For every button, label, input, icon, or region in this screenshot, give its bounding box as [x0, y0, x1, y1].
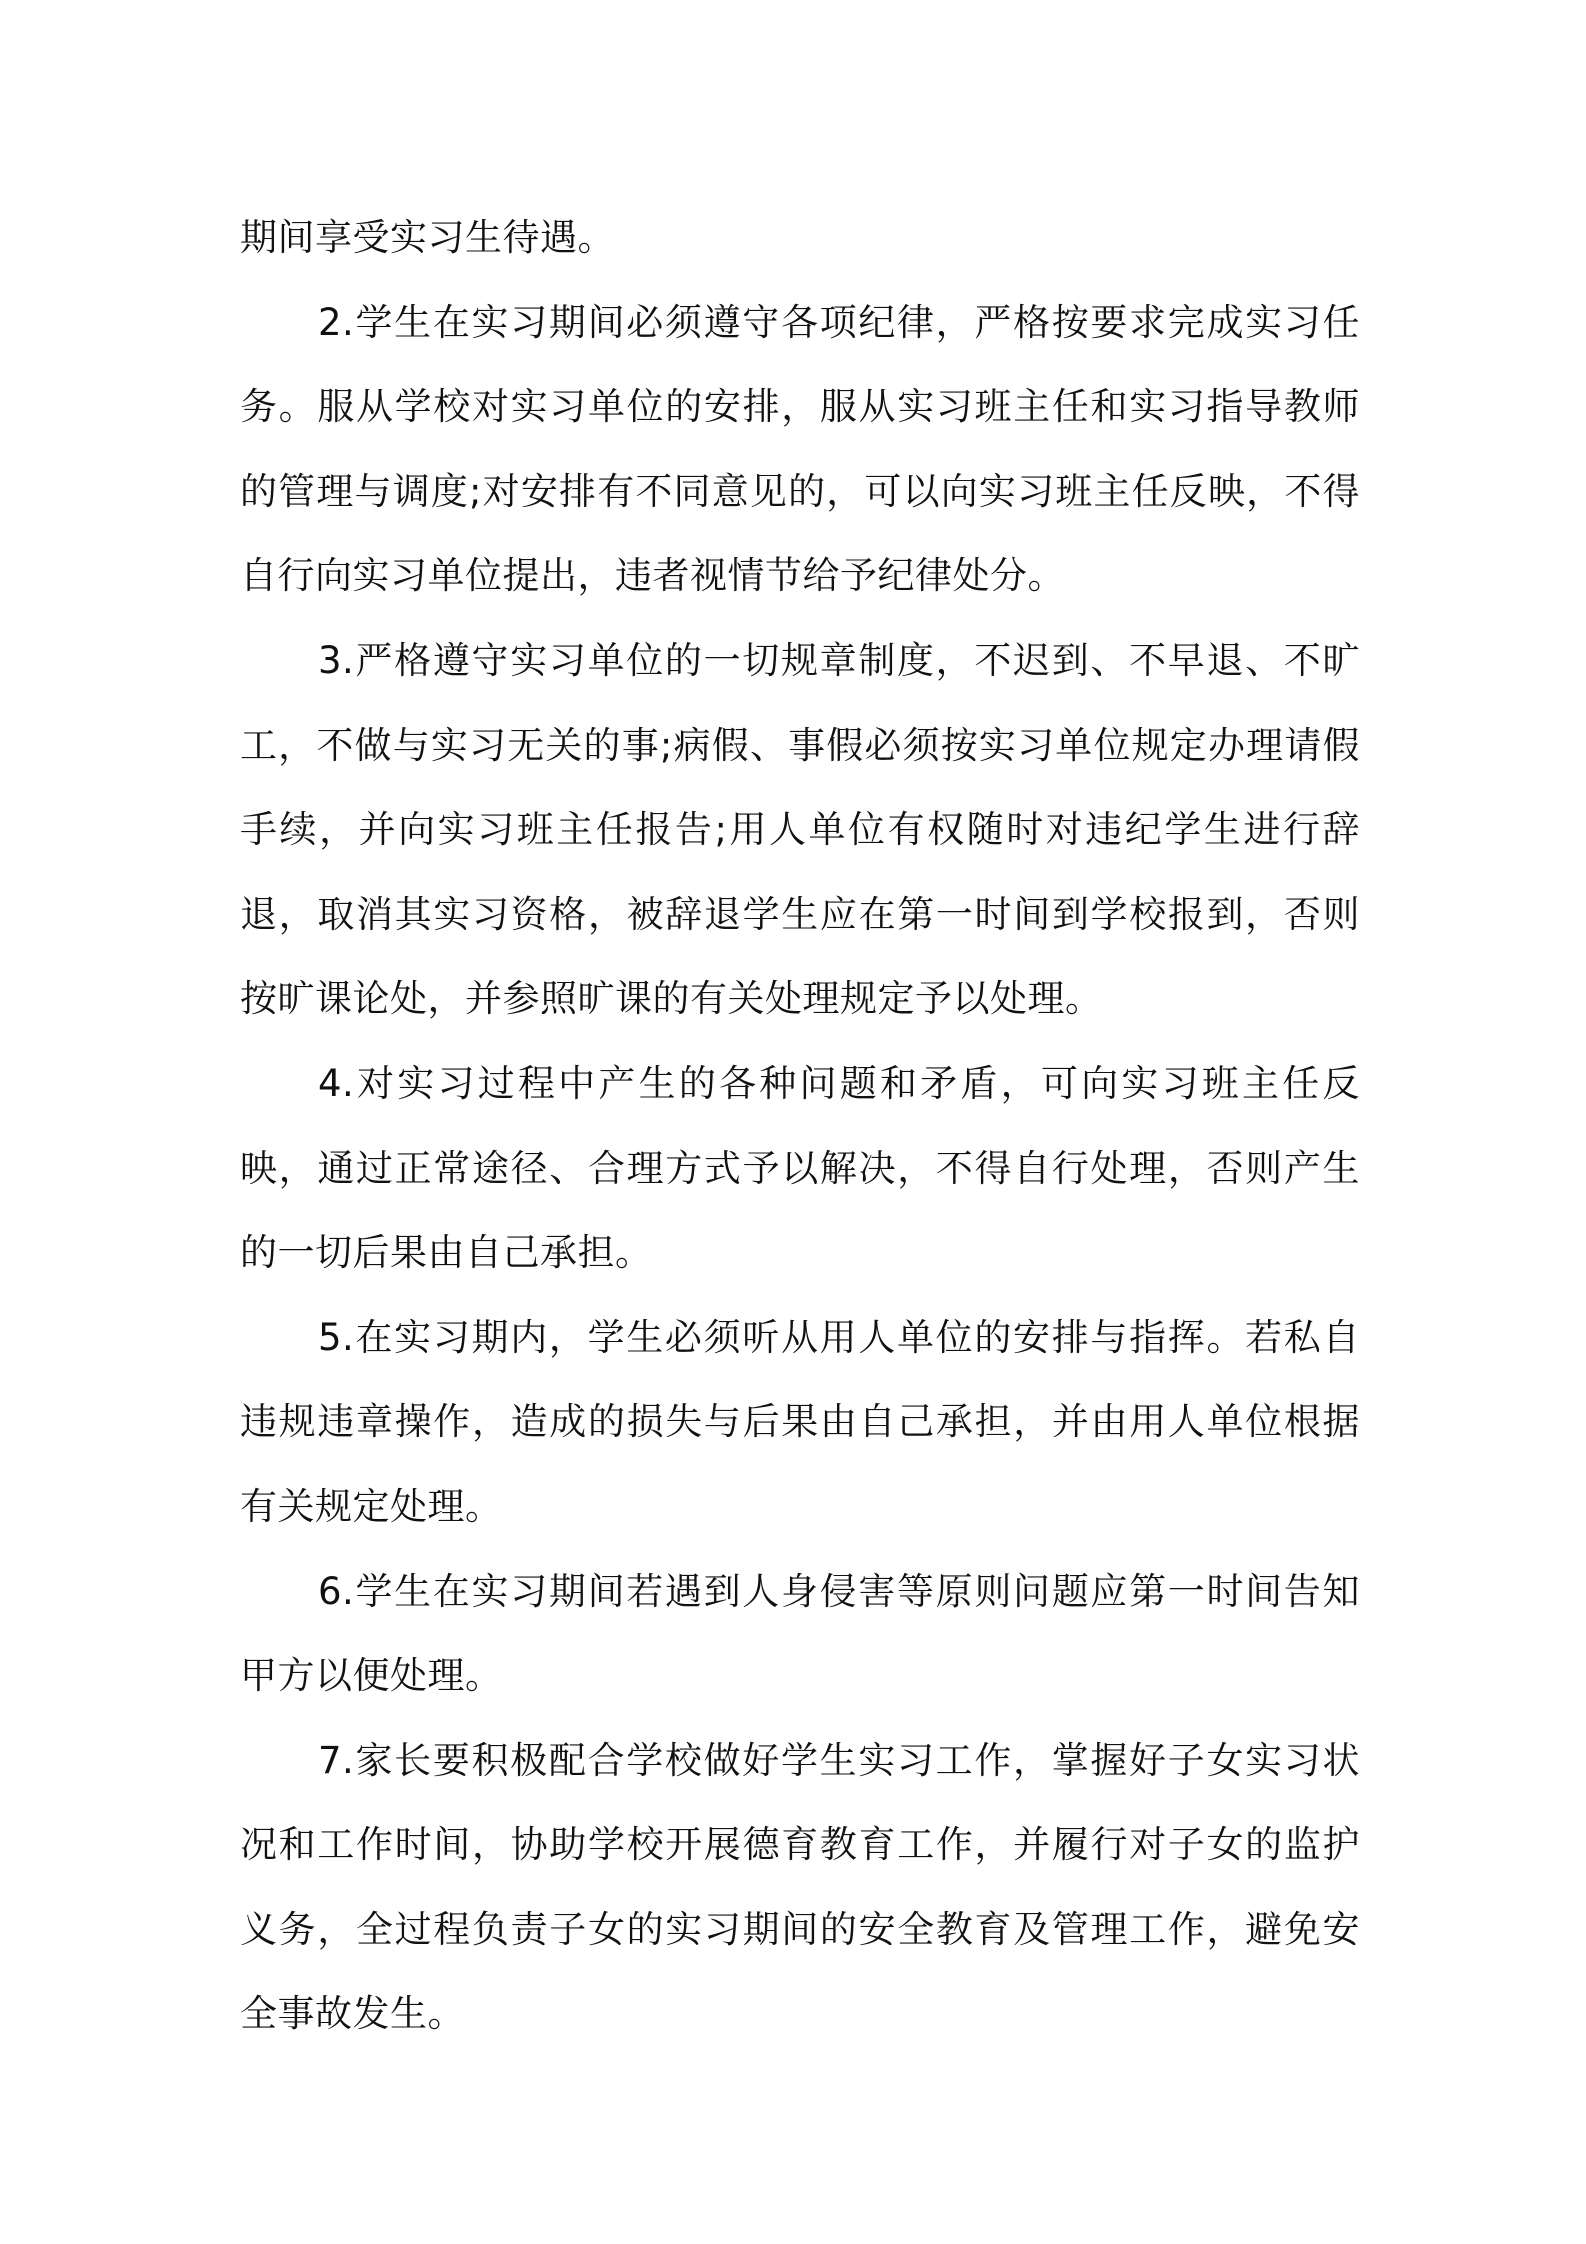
paragraph-item-5: 5.在实习期内，学生必须听从用人单位的安排与指挥。若私自违规违章操作，造成的损失与后果由自己承担，并由用人单位根据有关规定处理。: [240, 1315, 1360, 1528]
paragraph-item-6: 6.学生在实习期间若遇到人身侵害等原则问题应第一时间告知甲方以便处理。: [240, 1569, 1360, 1698]
paragraph-item-4: 4.对实习过程中产生的各种问题和矛盾，可向实习班主任反映，通过正常途径、合理方式予以解决，不得自行处理，否则产生的一切后果由自己承担。: [240, 1061, 1360, 1275]
paragraph-item-3: 3.严格遵守实习单位的一切规章制度，不迟到、不早退、不旷工，不做与实习无关的事;病假、事假必须按实习单位规定办理请假手续，并向实习班主任报告;用人单位有权随时对违纪学生进行辞退，取消其实习资格，被辞退学生应在第一时间到学校报到，否则按旷课论处，并参照旷课的有关处理规定予以处理。: [240, 638, 1360, 1021]
paragraph-continuation: 期间享受实习生待遇。: [240, 216, 615, 259]
paragraph-item-7: 7.家长要积极配合学校做好学生实习工作，掌握好子女实习状况和工作时间，协助学校开展德育教育工作，并履行对子女的监护义务，全过程负责子女的实习期间的安全教育及管理工作，避免安全事故发生。: [240, 1738, 1360, 2036]
document-body: [240, 196, 1360, 2057]
paragraph-item-2: 2.学生在实习期间必须遵守各项纪律，严格按要求完成实习任务。服从学校对实习单位的安排，服从实习班主任和实习指导教师的管理与调度;对安排有不同意见的，可以向实习班主任反映，不得自行向实习单位提出，违者视情节给予纪律处分。: [240, 300, 1360, 598]
